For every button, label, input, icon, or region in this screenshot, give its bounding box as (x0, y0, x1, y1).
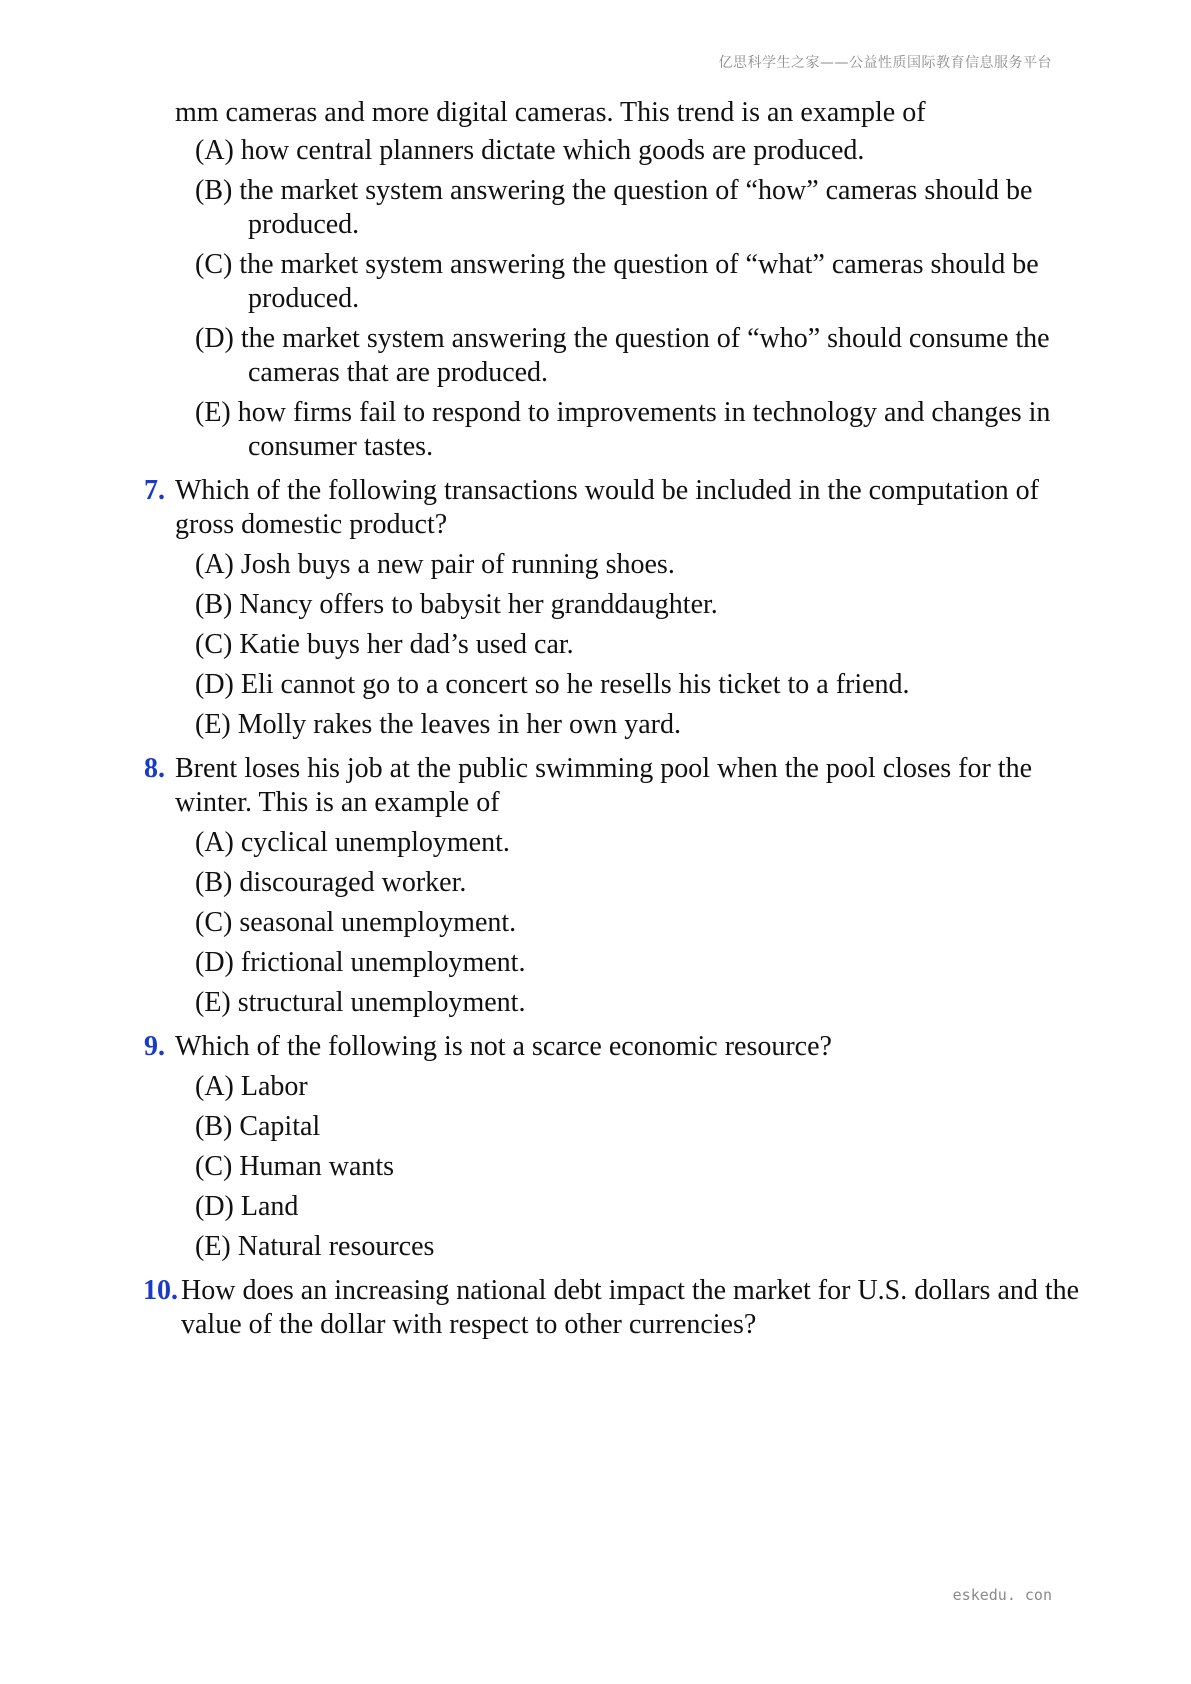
question-number: 10. (143, 1275, 178, 1306)
question-number: 8. (144, 753, 165, 784)
answer-option: (E) structural unemployment. (195, 987, 526, 1018)
question-text: Which of the following transactions would be included in the computation of gross domestic product? (175, 475, 1039, 540)
answer-option: (C) Katie buys her dad’s used car. (195, 629, 574, 660)
question-number: 7. (144, 475, 165, 506)
question-text: Brent loses his job at the public swimming pool when the pool closes for the winter. This is an example of (175, 753, 1032, 818)
answer-option: (E) how firms fail to respond to improvements in technology and changes in consumer tastes. (195, 397, 1051, 462)
page-header: 亿思科学生之家——公益性质国际教育信息服务平台 (718, 55, 1052, 71)
question-block (0, 1030, 1191, 1264)
options-list (0, 1070, 1191, 1264)
answer-option: (D) the market system answering the question of “who” should consume the cameras that are produced. (195, 323, 1050, 388)
answer-option: (D) frictional unemployment. (195, 947, 526, 978)
question-block (0, 1274, 1191, 1342)
answer-option: (E) Molly rakes the leaves in her own yard. (195, 709, 681, 740)
answer-option: (A) Labor (195, 1071, 308, 1102)
question-text: How does an increasing national debt impact the market for U.S. dollars and the value of the dollar with respect to other currencies? (181, 1275, 1080, 1340)
question-block (0, 752, 1191, 1020)
answer-option: (A) Josh buys a new pair of running shoes. (195, 549, 675, 580)
question-stem (144, 1030, 1091, 1064)
question-block (0, 474, 1191, 742)
answer-option: (D) Eli cannot go to a concert so he resells his ticket to a friend. (195, 669, 910, 700)
question-stem (144, 474, 1091, 542)
answer-option: (B) Capital (195, 1111, 321, 1142)
intro-options-list (0, 134, 1191, 464)
document-body (0, 96, 1191, 1348)
question-continuation-text: mm cameras and more digital cameras. This trend is an example of (175, 97, 926, 128)
answer-option: (B) discouraged worker. (195, 867, 467, 898)
answer-option: (C) Human wants (195, 1151, 395, 1182)
page-footer: eskedu. con (952, 1586, 1052, 1604)
question-stem (143, 1274, 1091, 1342)
answer-option: (A) how central planners dictate which goods are produced. (195, 135, 865, 166)
options-list (0, 548, 1191, 742)
answer-option: (C) seasonal unemployment. (195, 907, 517, 938)
question-number: 9. (144, 1031, 165, 1062)
answer-option: (E) Natural resources (195, 1231, 435, 1262)
answer-option: (B) Nancy offers to babysit her granddaughter. (195, 589, 718, 620)
answer-option: (C) the market system answering the question of “what” cameras should be produced. (195, 249, 1039, 314)
options-list (0, 826, 1191, 1020)
question-text: Which of the following is not a scarce economic resource? (175, 1031, 832, 1062)
answer-option: (D) Land (195, 1191, 299, 1222)
answer-option: (B) the market system answering the question of “how” cameras should be produced. (195, 175, 1033, 240)
questions-list (0, 474, 1191, 1342)
answer-option: (A) cyclical unemployment. (195, 827, 510, 858)
question-stem (144, 752, 1091, 820)
